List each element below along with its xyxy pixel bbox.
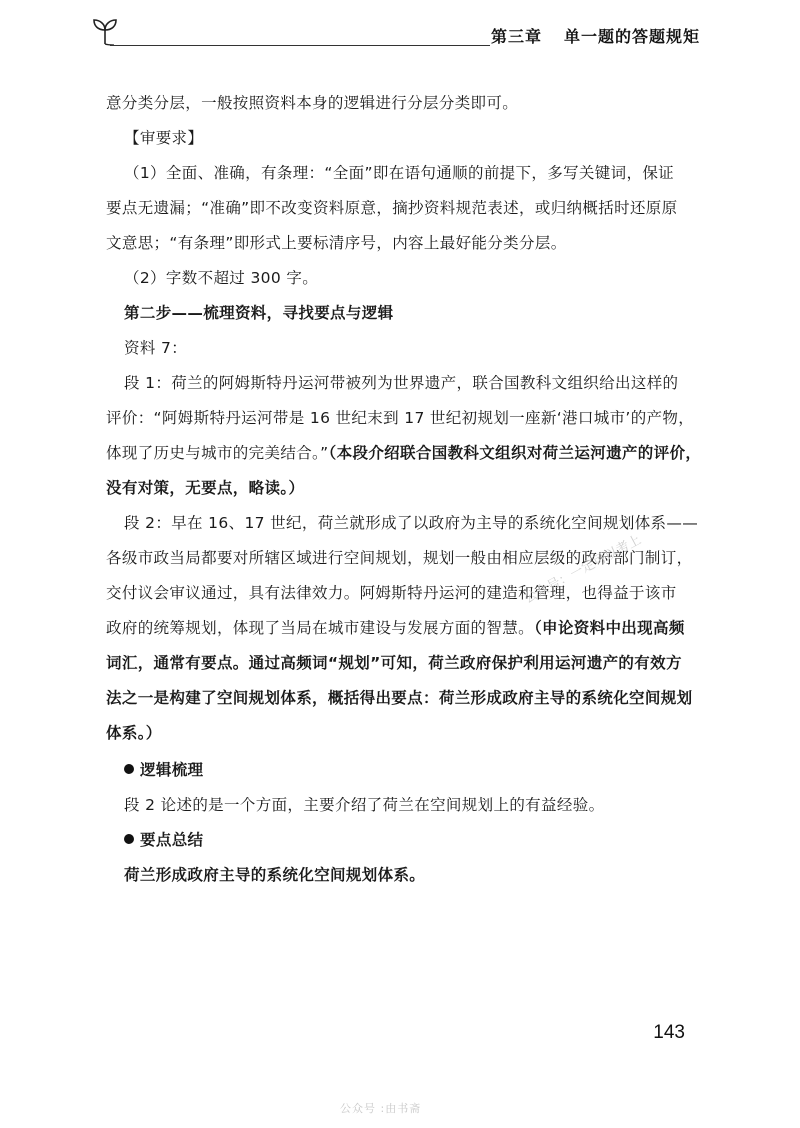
paragraph-line: 要点无遗漏；“准确”即不改变资料原意，摘抄资料规范表述，或归纳概括时还原原 <box>106 199 678 217</box>
summary-point: 荷兰形成政府主导的系统化空间规划体系。 <box>124 866 426 884</box>
annotation-line: 体系。） <box>106 724 162 742</box>
material-label: 资料 7： <box>124 339 188 357</box>
section-heading: 【审要求】 <box>124 129 204 147</box>
body-text: 政府的统筹规划，体现了当局在城市建设与发展方面的智慧。 <box>106 619 534 637</box>
page-number: 143 <box>653 1022 685 1043</box>
quote-text: 体现了历史与城市的完美结合。” <box>106 444 329 462</box>
chapter-title: 单一题的答题规矩 <box>563 27 700 46</box>
bullet-icon <box>124 764 134 774</box>
running-header <box>90 14 700 50</box>
paragraph-line: 意分类分层，一般按照资料本身的逻辑进行分层分类即可。 <box>106 94 519 112</box>
subheading-text: 要点总结 <box>140 831 204 849</box>
step-heading: 第二步——梳理资料，寻找要点与逻辑 <box>124 304 394 322</box>
page-body <box>106 86 702 893</box>
annotation-line: 没有对策，无要点，略读。） <box>106 479 305 497</box>
paragraph-line: 评价：“阿姆斯特丹运河带是 16 世纪末到 17 世纪初规划一座新‘港口城市’的产物， <box>106 409 695 427</box>
annotation-text: （申论资料中出现高频 <box>533 619 685 637</box>
paragraph-line: （1）全面、准确，有条理：“全面”即在语句通顺的前提下，多写关键词，保证 <box>124 164 675 182</box>
paragraph-line: 段 1：荷兰的阿姆斯特丹运河带被列为世界遗产，联合国教科文组织给出这样的 <box>124 374 679 392</box>
paragraph-line: 段 2 论述的是一个方面，主要介绍了荷兰在空间规划上的有益经验。 <box>124 796 605 814</box>
chapter-label: 第三章 <box>490 27 542 46</box>
subheading-logic <box>106 753 696 788</box>
paragraph-line: 各级市政当局都要对所辖区域进行空间规划，规划一般由相应层级的政府部门制订， <box>106 549 693 567</box>
paragraph-line: 文意思；“有条理”即形式上要标清序号，内容上最好能分类分层。 <box>106 234 567 252</box>
paragraph-line <box>106 436 702 471</box>
paragraph-line: （2）字数不超过 300 字。 <box>124 269 319 287</box>
paragraph-line <box>106 611 696 646</box>
paragraph-line: 交付议会审议通过，具有法律效力。阿姆斯特丹运河的建造和管理，也得益于该市 <box>106 584 677 602</box>
footer-stamp: 公众号 :由书斋 <box>340 1102 422 1115</box>
paragraph-line: 段 2：早在 16、17 世纪，荷兰就形成了以政府为主导的系统化空间规划体系—— <box>124 514 699 532</box>
header-title <box>491 24 700 47</box>
watermark: 公众号：一定可以考上 <box>521 532 644 607</box>
annotation-line: 词汇，通常有要点。通过高频词“规划”可知，荷兰政府保护利用运河遗产的有效方 <box>106 654 682 672</box>
header-rule <box>110 45 490 46</box>
annotation-text: （本段介绍联合国教科文组织对荷兰运河遗产的评价， <box>328 444 702 462</box>
subheading-text: 逻辑梳理 <box>140 761 204 779</box>
subheading-summary <box>106 823 696 858</box>
annotation-line: 法之一是构建了空间规划体系，概括得出要点：荷兰形成政府主导的系统化空间规划 <box>106 689 693 707</box>
bullet-icon <box>124 834 134 844</box>
